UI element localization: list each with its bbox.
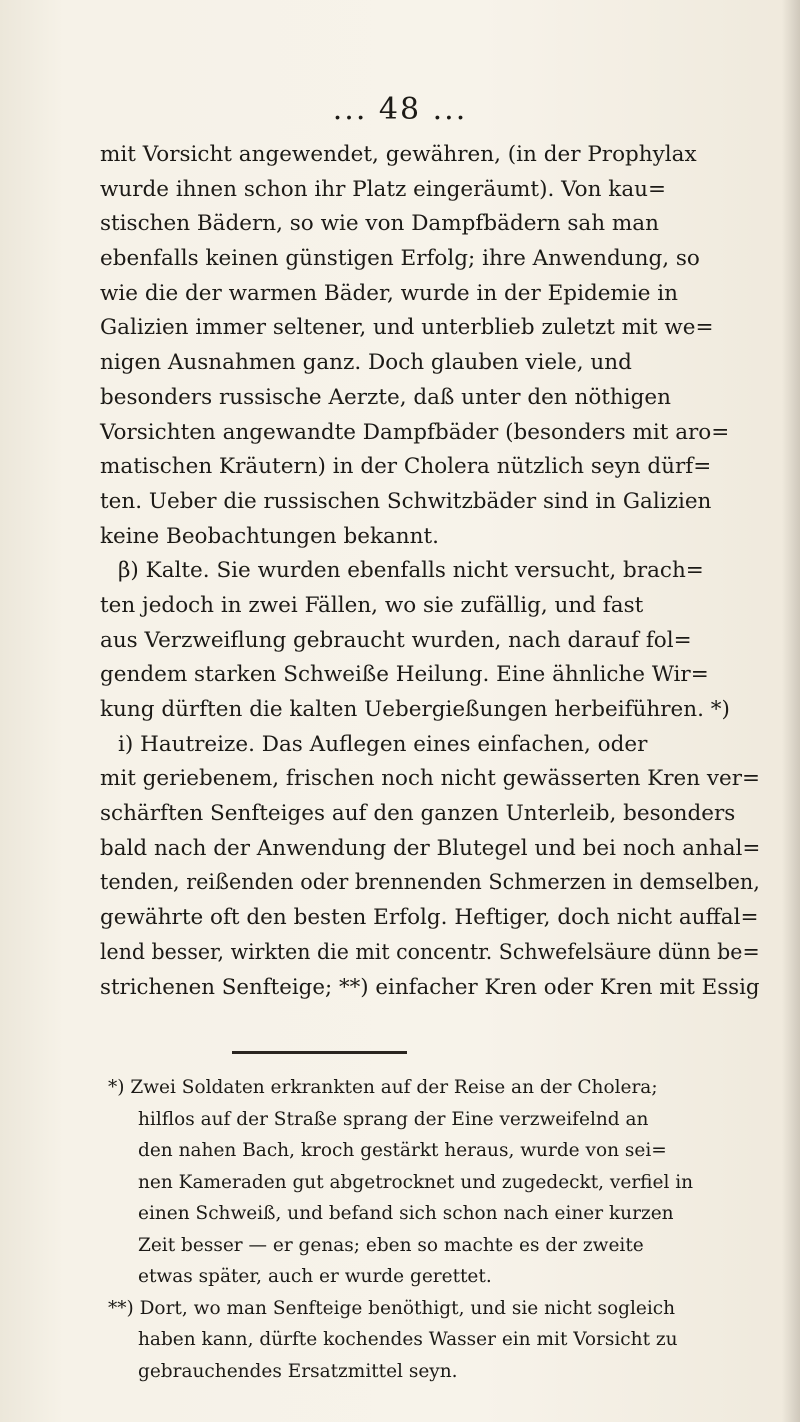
text-line: mit Vorsicht angewendet, gewähren, (in der Prophylax <box>100 142 697 167</box>
page-number: ... 48 ... <box>332 92 468 127</box>
main-text <box>100 138 760 1005</box>
section-heading-line: β) Kalte. Sie wurden ebenfalls nicht versucht, brach= <box>118 558 704 584</box>
footnote-divider <box>232 1051 407 1054</box>
footnote-line: **) Dort, wo man Senfteige benöthigt, und sie nicht sogleich <box>108 1297 676 1319</box>
text-line: Galizien immer seltener, und unterblieb zuletzt mit we= <box>100 315 714 341</box>
footnote-line: nen Kameraden gut abgetrocknet und zugedeckt, verfiel in <box>138 1171 694 1193</box>
text-line: mit geriebenem, frischen noch nicht gewässerten Kren ver= <box>100 766 760 792</box>
text-line: schärften Senfteiges auf den ganzen Unterleib, besonders <box>100 801 736 827</box>
text-line: gendem starken Schweiße Heilung. Eine ähnliche Wir= <box>100 662 709 688</box>
page-edge-shadow <box>782 0 800 1422</box>
footnotes <box>108 1072 768 1387</box>
text-line: kung dürften die kalten Uebergießungen herbeiführen. *) <box>100 697 730 722</box>
text-line: wurde ihnen schon ihr Platz eingeräumt). Von kau= <box>100 176 667 202</box>
footnote-line: hilflos auf der Straße sprang der Eine verzweifelnd an <box>138 1108 649 1130</box>
text-line: Vorsichten angewandte Dampfbäder (besonders mit aro= <box>100 419 730 445</box>
footnote-line: gebrauchendes Ersatzmittel seyn. <box>138 1360 458 1382</box>
text-line: lend besser, wirkten die mit concentr. Schwefelsäure dünn be= <box>100 939 760 965</box>
text-line: tenden, reißenden oder brennenden Schmerzen in demselben, <box>100 870 760 896</box>
text-line: strichenen Senfteige; **) einfacher Kren oder Kren mit Essig <box>100 974 760 1000</box>
footnote-line: *) Zwei Soldaten erkrankten auf der Reise an der Cholera; <box>108 1077 658 1098</box>
text-line: nigen Ausnahmen ganz. Doch glauben viele, und <box>100 350 632 376</box>
text-line: gewährte oft den besten Erfolg. Heftiger, doch nicht auffal= <box>100 905 759 931</box>
section-heading-line: i) Hautreize. Das Auflegen eines einfachen, oder <box>118 731 648 757</box>
text-line: matischen Kräutern) in der Cholera nützlich seyn dürf= <box>100 454 712 480</box>
footnote-line: einen Schweiß, und befand sich schon nach einer kurzen <box>138 1203 674 1224</box>
text-line: wie die der warmen Bäder, wurde in der Epidemie in <box>100 280 678 306</box>
text-line: besonders russische Aerzte, daß unter den nöthigen <box>100 384 671 410</box>
text-line: ebenfalls keinen günstigen Erfolg; ihre Anwendung, so <box>100 246 700 272</box>
footnote-line: etwas später, auch er wurde gerettet. <box>138 1266 492 1287</box>
text-line: keine Beobachtungen bekannt. <box>100 523 439 549</box>
text-line: aus Verzweiflung gebraucht wurden, nach darauf fol= <box>100 627 692 653</box>
text-line: stischen Bädern, so wie von Dampfbädern sah man <box>100 211 659 237</box>
footnote-line: haben kann, dürfte kochendes Wasser ein mit Vorsicht zu <box>138 1329 678 1350</box>
text-line: ten jedoch in zwei Fällen, wo sie zufällig, und fast <box>100 592 644 618</box>
text-line: bald nach der Anwendung der Blutegel und bei noch anhal= <box>100 835 761 861</box>
footnote-line: den nahen Bach, kroch gestärkt heraus, wurde von sei= <box>138 1140 667 1161</box>
text-line: ten. Ueber die russischen Schwitzbäder sind in Galizien <box>100 488 712 514</box>
footnote-line: Zeit besser — er genas; eben so machte es der zweite <box>138 1234 644 1256</box>
